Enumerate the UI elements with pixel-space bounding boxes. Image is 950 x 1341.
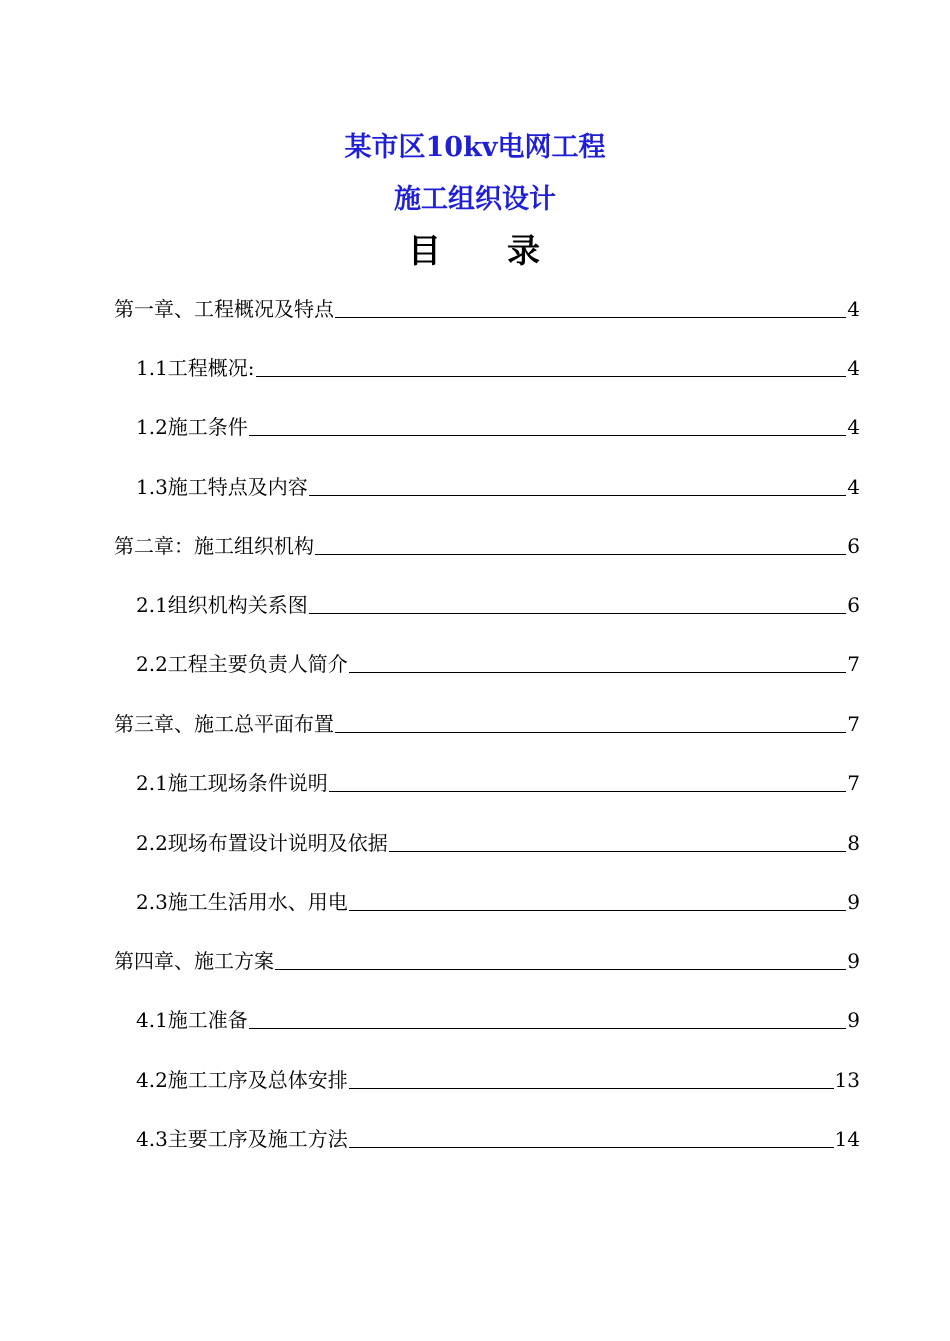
toc-entry-label: 2.3施工生活用水、用电 <box>136 890 348 914</box>
toc-entry[interactable] <box>114 294 860 322</box>
toc-leader-line <box>335 732 846 733</box>
toc-leader-line <box>349 1147 834 1148</box>
toc-entry-label: 第三章、施工总平面布置 <box>114 712 334 736</box>
toc-entry-label: 第二章：施工组织机构 <box>114 534 314 558</box>
toc-leader-line <box>249 435 846 436</box>
toc-heading-char-1: 目 <box>408 231 443 270</box>
toc-entry-page: 14 <box>834 1127 860 1151</box>
toc-entry[interactable] <box>114 709 860 737</box>
toc-leader-line <box>349 1088 834 1089</box>
toc-entry-page: 8 <box>847 831 860 855</box>
title-line-1: 某市区10kv电网工程 <box>344 132 606 163</box>
toc-entry-page: 13 <box>834 1068 860 1092</box>
toc-leader-line <box>256 376 847 377</box>
toc-entry-label: 第四章、施工方案 <box>114 949 274 973</box>
toc-entry[interactable] <box>136 412 860 440</box>
toc-leader-line <box>335 317 846 318</box>
toc-entry-label: 2.1组织机构关系图 <box>136 593 308 617</box>
toc-entry-label: 2.1施工现场条件说明 <box>136 771 328 795</box>
toc-entry-page: 7 <box>847 652 860 676</box>
toc-entry-label: 4.3主要工序及施工方法 <box>136 1127 348 1151</box>
toc-entry-page: 6 <box>847 593 860 617</box>
toc-entry[interactable] <box>114 946 860 974</box>
toc-entry[interactable] <box>136 353 860 381</box>
toc-leader-line <box>349 672 846 673</box>
toc-entry-page: 4 <box>847 415 860 439</box>
toc-entry-page: 9 <box>847 890 860 914</box>
toc-entry[interactable] <box>136 828 860 856</box>
toc-entry-page: 6 <box>847 534 860 558</box>
toc-leader-line <box>275 969 846 970</box>
toc-leader-line <box>349 910 846 911</box>
toc-entry[interactable] <box>114 531 860 559</box>
toc-entry-page: 7 <box>847 712 860 736</box>
toc-entry[interactable] <box>136 590 860 618</box>
toc-leader-line <box>249 1028 846 1029</box>
toc-entry[interactable] <box>136 768 860 796</box>
toc-entry-page: 4 <box>847 356 860 380</box>
toc-entry-label: 2.2现场布置设计说明及依据 <box>136 831 388 855</box>
toc-entry[interactable] <box>136 1065 860 1093</box>
toc-entry-label: 4.1施工准备 <box>136 1008 248 1032</box>
toc-entry-page: 9 <box>847 949 860 973</box>
toc-entry[interactable] <box>136 887 860 915</box>
toc-entry-page: 4 <box>847 475 860 499</box>
toc-entry-page: 7 <box>847 771 860 795</box>
toc-entry[interactable] <box>136 472 860 500</box>
toc-entry-label: 4.2施工工序及总体安排 <box>136 1068 348 1092</box>
toc-entry-page: 4 <box>847 297 860 321</box>
toc-leader-line <box>315 554 846 555</box>
toc-entry-label: 1.2施工条件 <box>136 415 248 439</box>
toc-entry[interactable] <box>136 1124 860 1152</box>
toc-leader-line <box>309 495 846 496</box>
toc-entry-label: 第一章、工程概况及特点 <box>114 297 334 321</box>
toc-leader-line <box>309 613 846 614</box>
toc-leader-line <box>389 851 846 852</box>
toc-entry-label: 2.2工程主要负责人简介 <box>136 652 348 676</box>
title-line-2: 施工组织设计 <box>394 184 556 215</box>
toc-entry[interactable] <box>136 1005 860 1033</box>
toc-entry-label: 1.3施工特点及内容 <box>136 475 308 499</box>
toc-leader-line <box>329 791 846 792</box>
toc-entry-page: 9 <box>847 1008 860 1032</box>
toc-heading-char-2: 录 <box>507 231 542 270</box>
toc-entry-label: 1.1工程概况: <box>136 356 255 380</box>
toc-entry[interactable] <box>136 649 860 677</box>
